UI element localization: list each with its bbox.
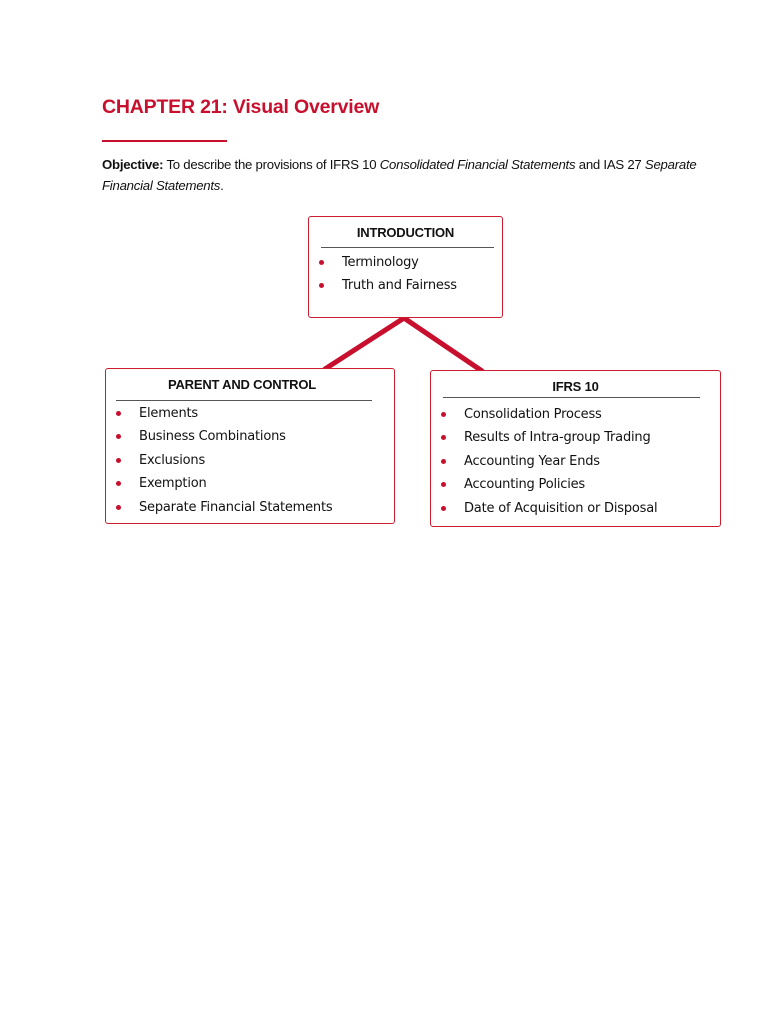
list-item-label: Business Combinations [139,429,286,445]
objective-text-3: . [220,178,224,193]
list-item [441,497,657,520]
list-item-label: Consolidation Process [464,407,602,422]
list-item-label: Date of Acquisition or Disposal [464,500,658,516]
list-item [116,472,332,495]
bullet-icon [116,481,121,486]
introduction-box [308,216,503,318]
list-item [319,251,457,274]
connector-intro-to-ifrs [404,318,482,371]
list-item [116,449,332,472]
introduction-heading: INTRODUCTION [356,225,455,240]
list-item [441,426,657,449]
objective-text-2: and IAS 27 [575,157,645,172]
parent-and-control-heading: PARENT AND CONTROL [167,377,317,392]
bullet-icon [319,283,324,288]
ifrs-10-heading: IFRS 10 [552,379,599,394]
list-item-label: Results of Intra-group Trading [464,430,651,446]
bullet-icon [116,434,121,439]
introduction-divider [321,247,494,248]
parent-and-control-divider [116,400,372,401]
list-item-label: Accounting Year Ends [464,453,600,469]
bullet-icon [116,505,121,510]
objective-paragraph [102,154,722,196]
introduction-list [319,251,457,298]
parent-and-control-list [116,402,332,519]
ifrs-10-divider [443,397,700,398]
list-item [116,425,332,448]
list-item [441,450,657,473]
list-item [441,473,657,496]
list-item-label: Terminology [342,255,419,270]
objective-standard-1: Consolidated Financial Statements [379,157,576,172]
chapter-title: CHAPTER 21: Visual Overview [102,96,380,118]
bullet-icon [441,506,446,511]
bullet-icon [116,458,121,463]
bullet-icon [319,260,324,265]
ifrs-10-list [441,403,657,520]
bullet-icon [441,459,446,464]
list-item [116,496,332,519]
parent-and-control-box [105,368,395,524]
bullet-icon [441,435,446,440]
bullet-icon [441,412,446,417]
title-underline [102,140,227,142]
bullet-icon [441,482,446,487]
list-item-label: Accounting Policies [464,477,586,493]
list-item [319,274,457,297]
list-item [441,403,657,426]
list-item [116,402,332,425]
ifrs-10-box [430,370,721,527]
connector-intro-to-parent [325,318,404,369]
objective-text-1: To describe the provisions of IFRS 10 [163,157,380,172]
objective-standard-2: Separate Financial Statements [102,157,697,193]
list-item-label: Exclusions [139,452,206,468]
list-item-label: Exemption [139,476,207,492]
list-item-label: Separate Financial Statements [139,499,333,515]
list-item-label: Truth and Fairness [342,278,457,294]
bullet-icon [116,411,121,416]
objective-label: Objective: [102,157,164,172]
list-item-label: Elements [139,406,198,421]
